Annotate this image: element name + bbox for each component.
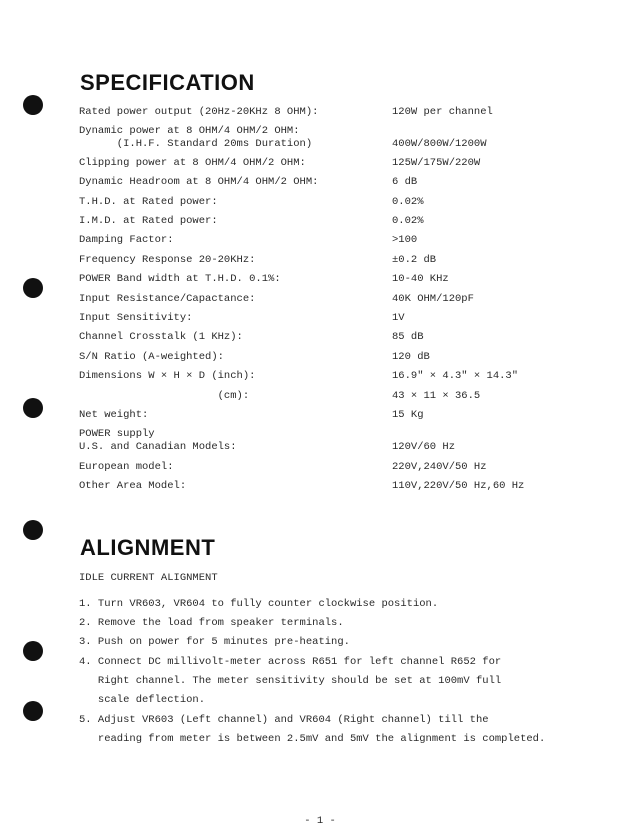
spec-value: >100 (392, 234, 418, 246)
spec-label: Dynamic Headroom at 8 OHM/4 OHM/2 OHM: (79, 176, 319, 188)
spec-label: Dimensions W × H × D (inch): (79, 370, 256, 382)
alignment-heading: ALIGNMENT (80, 535, 216, 560)
spec-label: POWER Band width at T.H.D. 0.1%: (79, 273, 281, 285)
spec-label: Damping Factor: (79, 234, 174, 246)
spec-value: 10-40 KHz (392, 273, 449, 285)
spec-label: Input Sensitivity: (79, 312, 193, 324)
spec-value: 110V,220V/50 Hz,60 Hz (392, 480, 525, 492)
spec-label: (cm): (79, 390, 250, 402)
spec-label: Other Area Model: (79, 480, 187, 492)
alignment-step: 4. Connect DC millivolt-meter across R651 for left channel R652 for (79, 656, 502, 668)
alignment-step: scale deflection. (79, 694, 206, 706)
spec-label: European model: (79, 461, 174, 473)
spec-value: 16.9" × 4.3" × 14.3" (392, 370, 519, 382)
binder-hole (23, 701, 43, 721)
spec-value: ±0.2 dB (392, 254, 437, 266)
alignment-step: Right channel. The meter sensitivity should be set at 100mV full (79, 675, 502, 687)
page-number: - 1 - (304, 815, 336, 827)
binder-hole (23, 641, 43, 661)
spec-label: Channel Crosstalk (1 KHz): (79, 331, 243, 343)
spec-value: 0.02% (392, 215, 424, 227)
alignment-step: 1. Turn VR603, VR604 to fully counter clockwise position. (79, 598, 439, 610)
spec-value: 400W/800W/1200W (392, 138, 487, 150)
spec-label: Input Resistance/Capactance: (79, 293, 256, 305)
binder-hole (23, 278, 43, 298)
spec-label: S/N Ratio (A-weighted): (79, 351, 224, 363)
alignment-step: 5. Adjust VR603 (Left channel) and VR604 (Right channel) till the (79, 714, 489, 726)
spec-value: 220V,240V/50 Hz (392, 461, 487, 473)
spec-label: Clipping power at 8 OHM/4 OHM/2 OHM: (79, 157, 306, 169)
spec-value: 120V/60 Hz (392, 441, 456, 453)
binder-hole (23, 95, 43, 115)
spec-label: POWER supply (79, 428, 155, 440)
binder-hole (23, 520, 43, 540)
binder-hole (23, 398, 43, 418)
spec-label: T.H.D. at Rated power: (79, 196, 218, 208)
spec-label: Net weight: (79, 409, 149, 421)
spec-label: I.M.D. at Rated power: (79, 215, 218, 227)
alignment-step: 2. Remove the load from speaker terminals. (79, 617, 344, 629)
spec-value: 1V (392, 312, 405, 324)
spec-heading: SPECIFICATION (80, 70, 255, 95)
spec-label-note: U.S. and Canadian Models: (79, 441, 237, 453)
alignment-step: reading from meter is between 2.5mV and 5mV the alignment is completed. (79, 733, 546, 745)
spec-label: Rated power output (20Hz-20KHz 8 OHM): (79, 106, 319, 118)
alignment-step: 3. Push on power for 5 minutes pre-heating. (79, 636, 350, 648)
spec-value: 120W per channel (392, 106, 493, 118)
spec-value: 0.02% (392, 196, 424, 208)
spec-value: 6 dB (392, 176, 418, 188)
spec-value: 85 dB (392, 331, 424, 343)
spec-value: 120 dB (392, 351, 430, 363)
spec-label: Dynamic power at 8 OHM/4 OHM/2 OHM: (79, 125, 300, 137)
alignment-subtitle: IDLE CURRENT ALIGNMENT (79, 572, 218, 584)
spec-label: Frequency Response 20-20KHz: (79, 254, 256, 266)
spec-label-note: (I.H.F. Standard 20ms Duration) (79, 138, 313, 150)
spec-value: 15 Kg (392, 409, 424, 421)
spec-value: 43 × 11 × 36.5 (392, 390, 481, 402)
spec-value: 125W/175W/220W (392, 157, 481, 169)
spec-value: 40K OHM/120pF (392, 293, 474, 305)
